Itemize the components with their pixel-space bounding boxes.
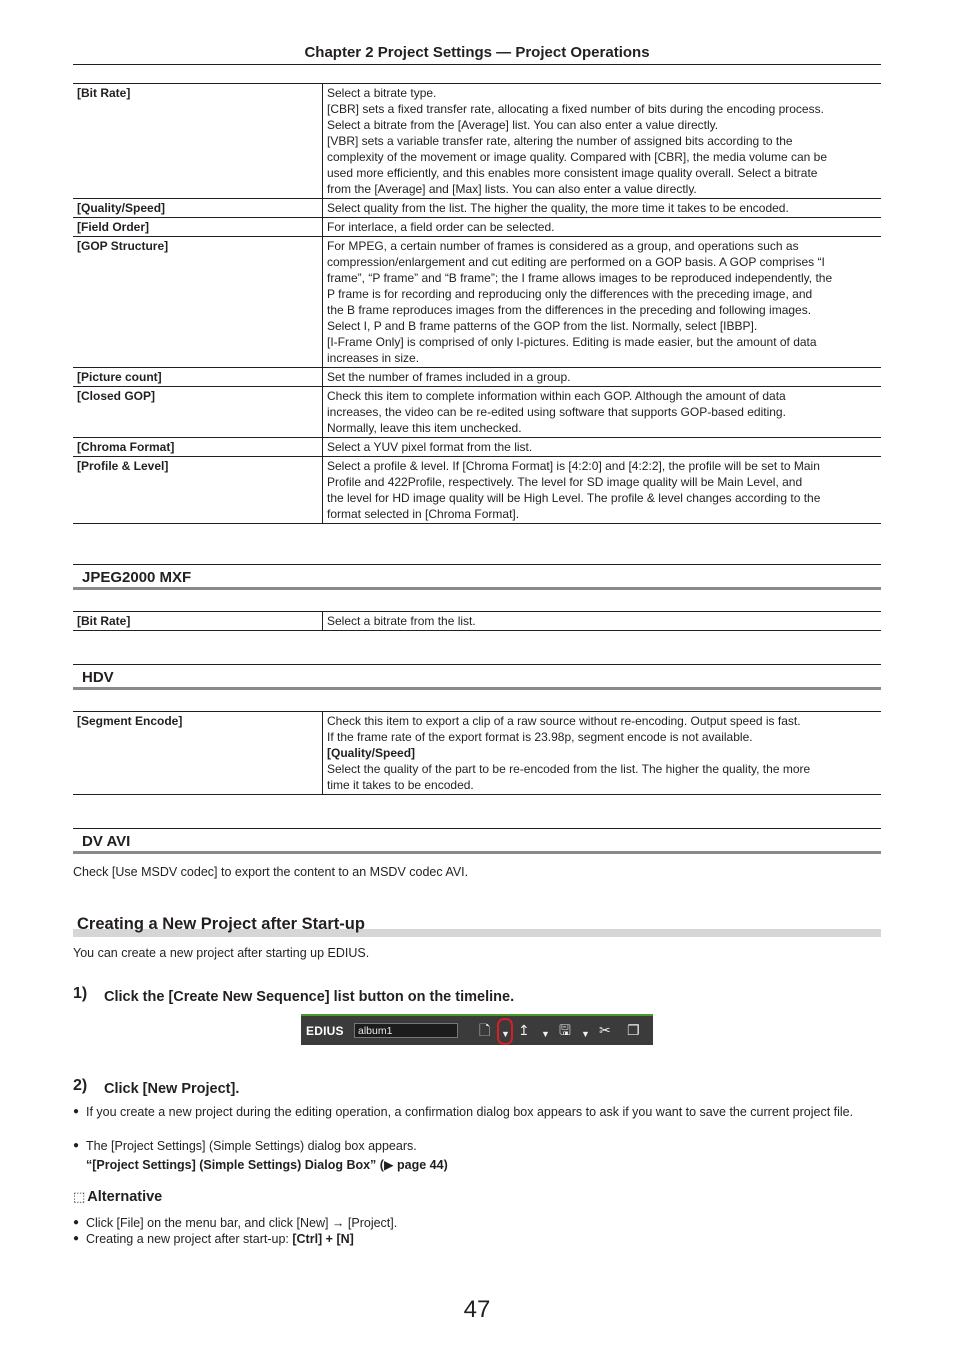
description-line: time it takes to be encoded. xyxy=(327,778,474,792)
table-row xyxy=(73,712,881,795)
create-new-sequence-list-button[interactable]: ▼ xyxy=(501,1029,510,1039)
alt-bullet-text-with-shortcut xyxy=(86,1231,881,1247)
dvavi-title: DV AVI xyxy=(82,833,131,850)
param-description xyxy=(323,712,882,795)
param-name: [Segment Encode] xyxy=(73,712,323,795)
open-project-icon[interactable]: ↥ xyxy=(518,1022,530,1038)
description-line: format selected in [Chroma Format]. xyxy=(327,507,520,521)
new-sequence-icon[interactable]: 🗋 xyxy=(479,1022,491,1038)
description-line: Select a bitrate from the list. xyxy=(327,614,476,628)
alt-bullet-text: Click [File] on the menu bar, and click [New] → [Project]. xyxy=(86,1216,398,1230)
description-line: compression/enlargement and cut editing are performed on a GOP basis. A GOP comprises “I xyxy=(327,255,825,269)
section-title: Creating a New Project after Start-up xyxy=(77,915,365,933)
description-line: [VBR] sets a variable transfer rate, altering the number of assigned bits according to the xyxy=(327,134,793,148)
reference-link[interactable]: “[Project Settings] (Simple Settings) Dialog Box” (▶ page 44) xyxy=(86,1158,448,1172)
param-description xyxy=(323,612,882,631)
step-1-text: Click the [Create New Sequence] list button on the timeline. xyxy=(104,989,515,1005)
table-row xyxy=(73,199,881,218)
param-name: [Bit Rate] xyxy=(73,612,323,631)
header-rule xyxy=(73,64,881,65)
param-description xyxy=(323,387,882,438)
step-2-number: 2) xyxy=(73,1077,88,1094)
hdv-table xyxy=(73,711,881,795)
description-line: [Quality/Speed] xyxy=(327,746,416,760)
table-row xyxy=(73,387,881,438)
param-name: [Field Order] xyxy=(73,218,323,237)
cut-icon[interactable]: ✂ xyxy=(599,1022,611,1038)
description-line: For interlace, a field order can be selected. xyxy=(327,220,555,234)
alt-bullet-text: Creating a new project after start-up: xyxy=(86,1232,289,1246)
param-name: [Closed GOP] xyxy=(73,387,323,438)
bullet-dot: ● xyxy=(73,1140,80,1151)
description-line: Select the quality of the part to be re-encoded from the list. The higher the quality, the more xyxy=(327,762,811,776)
shortcut-keys: [Ctrl] + [N] xyxy=(292,1232,354,1246)
bullet-dot: ● xyxy=(73,1106,80,1117)
alternative-label: Alternative xyxy=(87,1189,163,1205)
table-row xyxy=(73,612,881,631)
description-line: Set the number of frames included in a group. xyxy=(327,370,571,384)
timeline-toolbar xyxy=(301,1014,653,1045)
table-row xyxy=(73,237,881,368)
param-name: [Bit Rate] xyxy=(73,84,323,199)
save-list-caret-icon[interactable]: ▼ xyxy=(581,1029,590,1039)
param-name: [GOP Structure] xyxy=(73,237,323,368)
copy-icon[interactable]: ❐ xyxy=(627,1022,640,1038)
description-line: [CBR] sets a fixed transfer rate, allocating a fixed number of bits during the encoding process. xyxy=(327,102,824,116)
description-line: Check this item to export a clip of a raw source without re-encoding. Output speed is fast. xyxy=(327,714,801,728)
description-line: P frame is for recording and reproducing only the differences with the preceding image, and xyxy=(327,287,813,301)
description-line: the B frame reproduces images from the differences in the preceding and following images. xyxy=(327,303,812,317)
step-1-number: 1) xyxy=(73,985,88,1002)
project-name-field[interactable]: album1 xyxy=(354,1023,458,1038)
chapter-header: Chapter 2 Project Settings — Project Operations xyxy=(304,44,650,61)
hdv-heading xyxy=(73,664,881,690)
section-heading xyxy=(73,915,881,939)
description-line: complexity of the movement or image quality. Compared with [CBR], the media volume can be xyxy=(327,150,828,164)
table-row xyxy=(73,368,881,387)
hdv-title: HDV xyxy=(82,669,114,686)
open-list-caret-icon[interactable]: ▼ xyxy=(541,1029,550,1039)
bullet-text: The [Project Settings] (Simple Settings) dialog box appears. xyxy=(86,1139,417,1153)
bullet-item xyxy=(73,1104,881,1120)
param-description xyxy=(323,457,882,524)
param-description xyxy=(323,368,882,387)
alternative-icon: ⬚ xyxy=(73,1189,86,1204)
param-name: [Chroma Format] xyxy=(73,438,323,457)
edius-logo: EDIUS xyxy=(306,1024,344,1038)
table-row xyxy=(73,84,881,199)
bullet-dot: ● xyxy=(73,1233,80,1244)
description-line: Select a profile & level. If [Chroma Format] is [4:2:0] and [4:2:2], the profile will be set to Main xyxy=(327,459,820,473)
page-number: 47 xyxy=(463,1296,491,1323)
description-line: If the frame rate of the export format is 23.98p, segment encode is not available. xyxy=(327,730,753,744)
description-line: from the [Average] and [Max] lists. You can also enter a value directly. xyxy=(327,182,697,196)
description-line: frame”, “P frame” and “B frame”; the I frame allows images to be reproduced independently, the xyxy=(327,271,833,285)
save-icon[interactable]: 🖫 xyxy=(559,1022,571,1038)
param-name: [Picture count] xyxy=(73,368,323,387)
description-line: increases in size. xyxy=(327,351,420,365)
dvavi-heading xyxy=(73,828,881,854)
param-description xyxy=(323,84,882,199)
description-line: Select a YUV pixel format from the list. xyxy=(327,440,533,454)
description-line: used more efficiently, and this enables more consistent image quality overall. Select a bitrate xyxy=(327,166,818,180)
jpeg2000-heading xyxy=(73,564,881,590)
param-description xyxy=(323,218,882,237)
bullet-dot: ● xyxy=(73,1217,80,1228)
jpeg2000-title: JPEG2000 MXF xyxy=(82,569,192,586)
description-line: [I-Frame Only] is comprised of only I-pictures. Editing is made easier, but the amount of data xyxy=(327,335,817,349)
bullet-text: If you create a new project during the editing operation, a confirmation dialog box appears to ask if you want to save the current project file. xyxy=(86,1105,854,1119)
alt-bullet-item xyxy=(73,1231,881,1247)
param-description xyxy=(323,199,882,218)
table-row xyxy=(73,218,881,237)
table-row xyxy=(73,438,881,457)
description-line: For MPEG, a certain number of frames is considered as a group, and operations such as xyxy=(327,239,799,253)
alternative-heading xyxy=(73,1189,162,1205)
section-intro: You can create a new project after starting up EDIUS. xyxy=(73,946,370,960)
description-line: Normally, leave this item unchecked. xyxy=(327,421,522,435)
dvavi-text: Check [Use MSDV codec] to export the content to an MSDV codec AVI. xyxy=(73,865,469,879)
description-line: Select a bitrate from the [Average] list. You can also enter a value directly. xyxy=(327,118,719,132)
param-name: [Profile & Level] xyxy=(73,457,323,524)
step-2-text: Click [New Project]. xyxy=(104,1081,240,1097)
jpeg2000-table xyxy=(73,611,881,631)
param-description xyxy=(323,237,882,368)
bullet-item xyxy=(73,1138,881,1154)
table-row xyxy=(73,457,881,524)
param-name: [Quality/Speed] xyxy=(73,199,323,218)
description-line: increases, the video can be re-edited using software that supports GOP-based editing. xyxy=(327,405,786,419)
description-line: Check this item to complete information within each GOP. Although the amount of data xyxy=(327,389,786,403)
description-line: the level for HD image quality will be High Level. The profile & level changes according to the xyxy=(327,491,821,505)
description-line: Profile and 422Profile, respectively. The level for SD image quality will be Main Level, and xyxy=(327,475,803,489)
alt-bullet-item xyxy=(73,1215,881,1231)
description-line: Select a bitrate type. xyxy=(327,86,437,100)
description-line: Select quality from the list. The higher the quality, the more time it takes to be encoded. xyxy=(327,201,789,215)
description-line: Select I, P and B frame patterns of the GOP from the list. Normally, select [IBBP]. xyxy=(327,319,758,333)
param-description xyxy=(323,438,882,457)
mpeg-settings-table xyxy=(73,83,881,524)
